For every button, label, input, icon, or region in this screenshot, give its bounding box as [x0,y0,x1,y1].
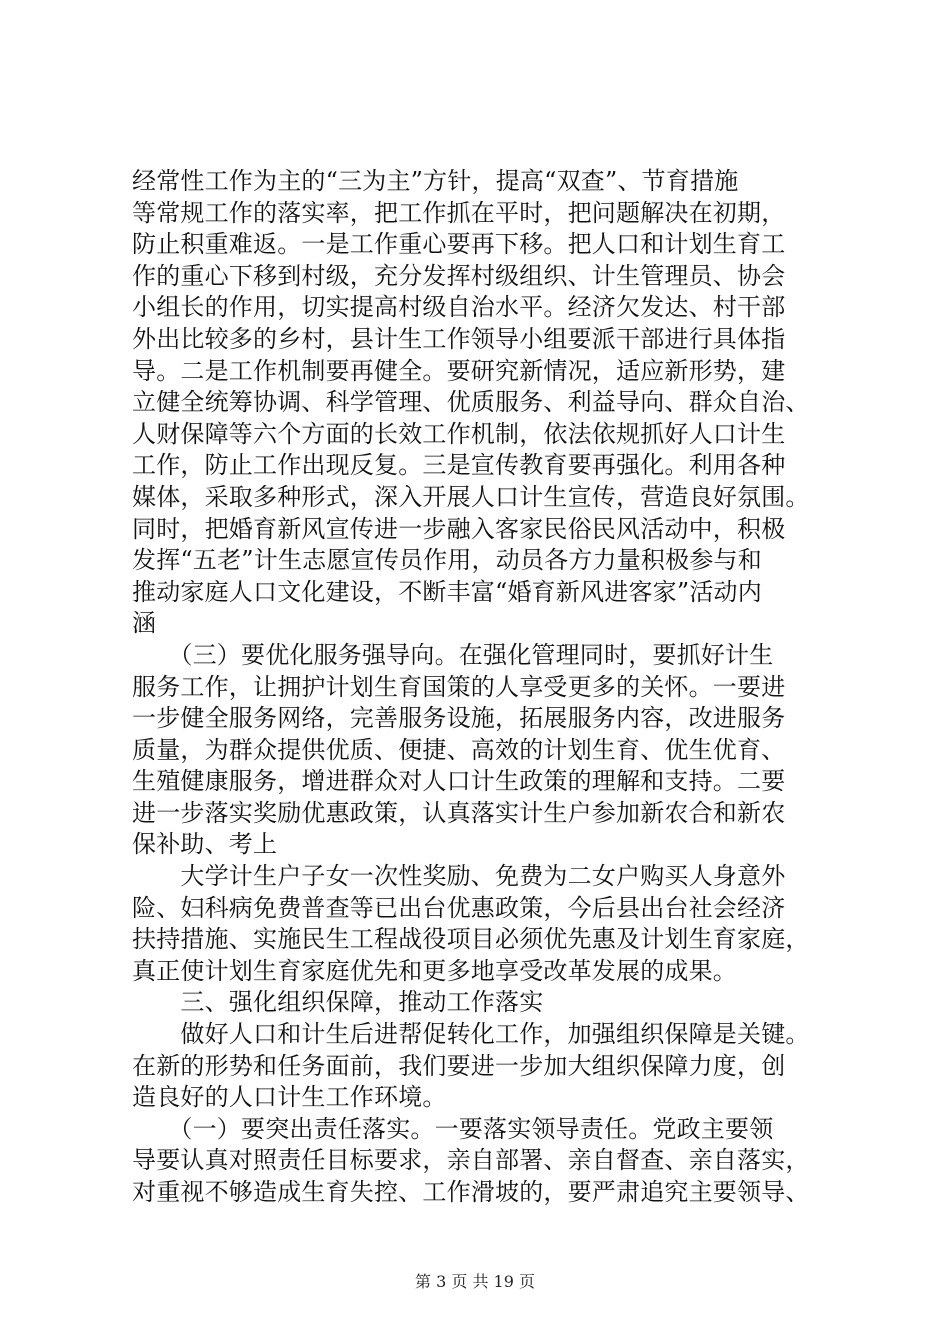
text-line: 真正使计划生育家庭优先和更多地享受改革发展的成果。 [132,956,737,985]
text-line: 三、强化组织保障，推动工作落实 [132,988,544,1017]
page-footer: 第 3 页 共 19 页 [415,1272,535,1291]
text-line: 人财保障等六个方面的长效工作机制，依法依规抓好人口计生 [132,419,786,448]
text-line: 小组长的作用，切实提高村级自治水平。经济欠发达、村干部 [132,293,786,322]
text-line: 推动家庭人口文化建设，不断丰富“婚育新风进客家”活动内 [132,577,762,606]
text-line: 保补助、考上 [132,830,278,859]
text-line: 服务工作，让拥护计划生育国策的人享受更多的关怀。一要进 [132,672,786,701]
text-line: （一）要突出责任落实。一要落实领导责任。党政主要领 [132,1114,774,1143]
text-line: 做好人口和计生后进帮促转化工作，加强组织保障是关键。 [132,1020,810,1049]
text-line: 导要认真对照责任目标要求，亲自部署、亲自督查、亲自落实， [132,1146,810,1175]
text-line: 大学计生户子女一次性奖励、免费为二女户购买人身意外 [132,862,786,891]
text-line: 涵 [132,609,157,638]
text-line: 媒体，采取多种形式，深入开展人口计生宣传，营造良好氛围。 [132,482,810,511]
body-text [132,166,856,1209]
text-line: 作的重心下移到村级，充分发挥村级组织、计生管理员、协会 [132,261,786,290]
text-line: 外出比较多的乡村，县计生工作领导小组要派干部进行具体指 [132,324,786,353]
text-line: 扶持措施、实施民生工程战役项目必须优先惠及计划生育家庭， [132,925,810,954]
text-line: 质量，为群众提供优质、便捷、高效的计划生育、优生优育、 [132,735,786,764]
text-line: 等常规工作的落实率，把工作抓在平时，把问题解决在初期， [132,198,786,227]
text-line: 进一步落实奖励优惠政策，认真落实计生户参加新农合和新农 [132,798,786,827]
text-line: 经常性工作为主的“三为主”方针，提高“双查”、节育措施 [132,167,739,195]
text-line: 工作，防止工作出现反复。三是宣传教育要再强化。利用各种 [132,451,786,480]
text-line: 发挥“五老”计生志愿宣传员作用，动员各方力量积极参与和 [132,546,762,575]
text-line: 一步健全服务网络，完善服务设施，拓展服务内容，改进服务 [132,704,786,733]
text-line: 导。二是工作机制要再健全。要研究新情况，适应新形势，建 [132,356,786,385]
text-line: 造良好的人口计生工作环境。 [132,1083,447,1112]
text-line: 防止积重难返。一是工作重心要再下移。把人口和计划生育工 [132,230,786,259]
text-line: 对重视不够造成生育失控、工作滑坡的，要严肃追究主要领导、 [132,1178,810,1206]
text-line: 生殖健康服务，增进群众对人口计生政策的理解和支持。二要 [132,767,786,796]
text-line: （三）要优化服务强导向。在强化管理同时，要抓好计生 [132,640,774,669]
text-line: 险、妇科病免费普查等已出台优惠政策，今后县出台社会经济 [132,893,786,922]
text-line: 在新的形势和任务面前，我们要进一步加大组织保障力度，创 [132,1051,786,1080]
text-line: 立健全统筹协调、科学管理、优质服务、利益导向、群众自治、 [132,388,810,417]
text-line: 同时，把婚育新风宣传进一步融入客家民俗民风活动中，积极 [132,514,786,543]
